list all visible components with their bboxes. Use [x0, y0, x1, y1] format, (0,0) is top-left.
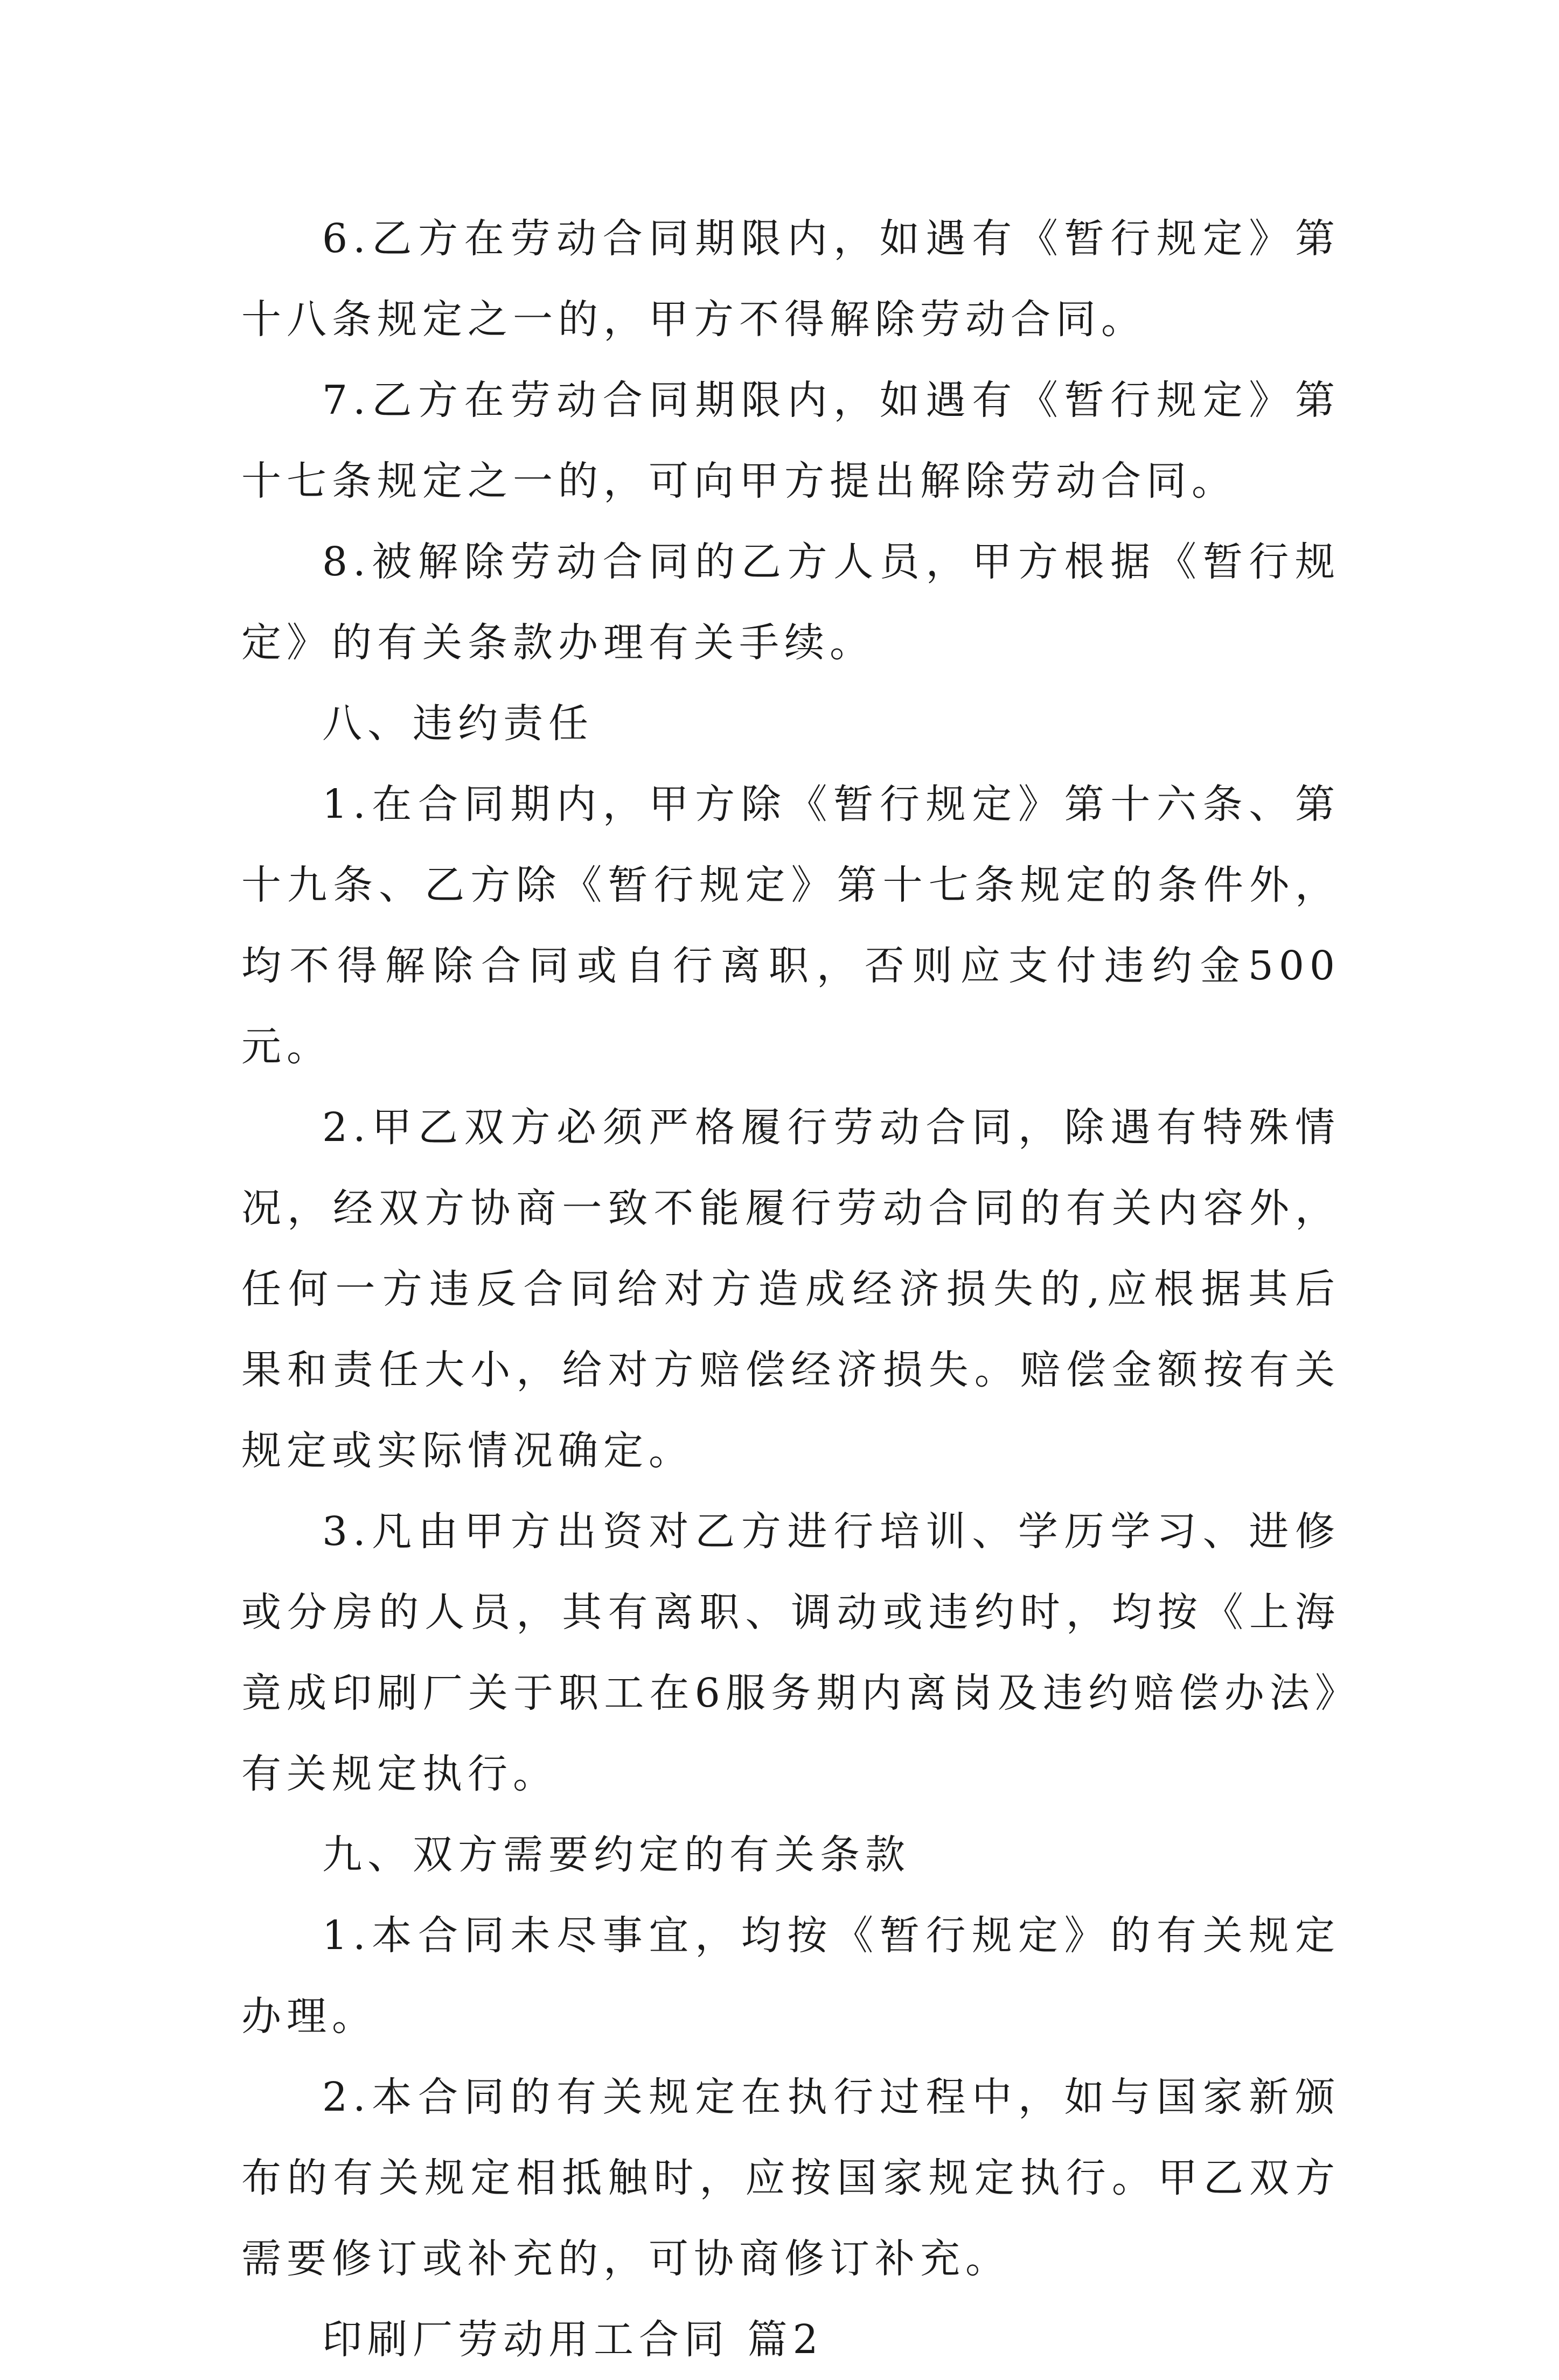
clause-9-1: 1.本合同未尽事宜，均按《暂行规定》的有关规定办理。 [241, 1912, 1340, 2040]
clause-7-7: 7.乙方在劳动合同期限内，如遇有《暂行规定》第十七条规定之一的，可向甲方提出解除劳动合同。 [241, 377, 1340, 504]
clause-7-8: 8.被解除劳动合同的乙方人员，甲方根据《暂行规定》的有关条款办理有关手续。 [241, 539, 1340, 666]
next-contract-title: 印刷厂劳动用工合同 篇2 [322, 2316, 824, 2363]
section-heading-agreed-terms: 九、双方需要约定的有关条款 [322, 1832, 910, 1878]
clause-9-2: 2.本合同的有关规定在执行过程中，如与国家新颁布的有关规定相抵触时，应按国家规定执行。甲乙双方需要修订或补充的，可协商修订补充。 [241, 2074, 1340, 2282]
clause-7-6: 6.乙方在劳动合同期限内，如遇有《暂行规定》第十八条规定之一的，甲方不得解除劳动合同。 [241, 215, 1340, 343]
clause-8-2: 2.甲乙双方必须严格履行劳动合同，除遇有特殊情况，经双方协商一致不能履行劳动合同的有关内容外，任何一方违反合同给对方造成经济损失的,应根据其后果和责任大小，给对方赔偿经济损失。赔偿金额按有关规定或实际情况确定。 [241, 1104, 1340, 1474]
document-body [241, 198, 1340, 2380]
section-heading-breach-liability: 八、违约责任 [322, 700, 594, 747]
clause-8-1: 1.在合同期内，甲方除《暂行规定》第十六条、第十九条、乙方除《暂行规定》第十七条规定的条件外，均不得解除合同或自行离职，否则应支付违约金500元。 [241, 781, 1340, 1070]
clause-8-3: 3.凡由甲方出资对乙方进行培训、学历学习、进修或分房的人员，其有离职、调动或违约时，均按《上海竟成印刷厂关于职工在6服务期内离岗及违约赔偿办法》有关规定执行。 [241, 1508, 1340, 1797]
